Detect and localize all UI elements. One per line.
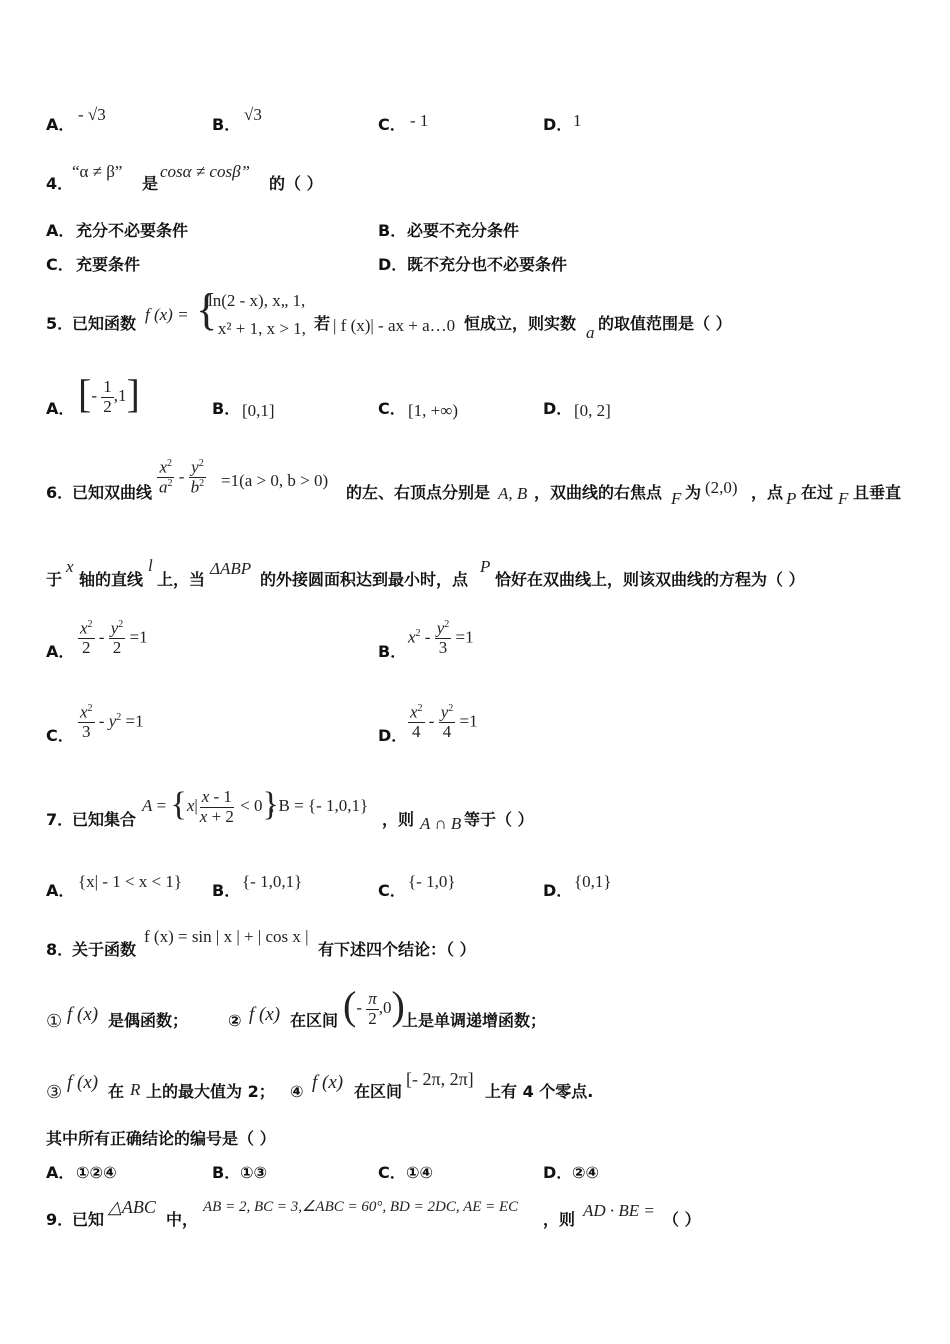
q8-c1-text: 是偶函数；	[108, 1011, 189, 1030]
q8-option-a-text: ①②④	[76, 1163, 117, 1182]
q3-option-d-value: 1	[573, 111, 582, 130]
q8-c3-mark: ③	[46, 1082, 63, 1102]
q8-option-a-label: A．	[46, 1163, 75, 1182]
q4-option-c-label: C．	[46, 255, 74, 274]
q8-c2-mark: ②	[228, 1011, 242, 1030]
q6-text-2: ，双曲线的右焦点	[534, 483, 663, 502]
q6-option-b-value: $x^2$ - $\frac{y^2}{3}$ =1	[408, 618, 474, 658]
q5-option-d-value: [0, 2]	[574, 401, 611, 420]
q8-c3-f: f (x)	[67, 1072, 99, 1093]
q9-text-1: ，则	[543, 1210, 576, 1229]
q8-c4-text-2: 上有 4 个零点.	[485, 1082, 594, 1101]
q6-triangle: ΔABP	[210, 559, 252, 578]
q8-number: 8．	[46, 940, 74, 959]
q8-c4-mark: ④	[290, 1082, 304, 1101]
q8-c1-mark: ①	[46, 1011, 63, 1031]
q7-lead: 已知集合	[72, 810, 137, 829]
q4-option-a-text: 充分不必要条件	[76, 221, 189, 240]
q4-condition-2: cosα ≠ cosβ”	[160, 162, 250, 181]
q4-tail: 的（ ）	[269, 174, 323, 193]
q4-mid-text: 是	[142, 174, 159, 193]
q6-option-c-value: $\frac{x^2}{3}$ - $y^2 =1$	[80, 702, 144, 742]
q8-option-b-text: ①③	[240, 1163, 268, 1182]
q5-option-b-label: B．	[212, 399, 241, 418]
q4-option-d-text: 既不充分也不必要条件	[407, 255, 568, 274]
q7-option-c-label: C．	[378, 881, 406, 900]
q3-option-d-label: D．	[543, 115, 573, 134]
q6-line2-e: 恰好在双曲线上，则该双曲线的方程为（ ）	[495, 570, 805, 589]
q7-option-c-value: {- 1,0}	[408, 872, 456, 891]
q5-fx: f (x) =	[145, 305, 189, 324]
q8-lead: 关于函数	[72, 940, 137, 959]
q9-number: 9．	[46, 1210, 74, 1229]
q5-number: 5．	[46, 314, 74, 333]
q7-option-a-label: A．	[46, 881, 75, 900]
q8-option-d-text: ②④	[572, 1163, 600, 1182]
q5-case-1: ln(2 - x), x„ 1,	[208, 291, 306, 310]
q7-set-b: , B = {- 1,0,1}	[270, 796, 369, 815]
q6-focus-coord: (2,0)	[705, 478, 738, 497]
q3-option-a-label: A．	[46, 115, 75, 134]
q9-conditions: AB = 2, BC = 3,∠ABC = 60°, BD = 2DC, AE = EC	[203, 1199, 519, 1215]
q5-var-a: a	[586, 323, 595, 342]
q4-number: 4．	[46, 174, 74, 193]
q7-text-1: ，则	[382, 810, 415, 829]
q7-option-b-label: B．	[212, 881, 241, 900]
q5-if: 若	[314, 314, 331, 333]
q6-option-a-value: $\frac{x^2}{2}$ - $\frac{y^2}{2}$ =1	[80, 618, 148, 658]
q6-hyperbola-condition: =1(a > 0, b > 0)	[221, 471, 329, 490]
q6-P-2: P	[480, 557, 491, 576]
q9-expression: AD · BE =	[583, 1201, 655, 1220]
q8-option-b-label: B．	[212, 1163, 241, 1182]
q7-number: 7．	[46, 810, 74, 829]
q7-option-d-label: D．	[543, 881, 573, 900]
q8-c2-f: f (x)	[249, 1004, 281, 1025]
q7-option-b-value: {- 1,0,1}	[242, 872, 303, 891]
q4-option-d-label: D．	[378, 255, 408, 274]
q8-c1-f: f (x)	[67, 1004, 99, 1025]
q5-option-a-value: [- $\frac{1}{2}$ ,1]	[78, 371, 140, 416]
q3-option-b-value: √3	[244, 105, 262, 124]
q7-intersection: A ∩ B	[420, 814, 462, 833]
q6-option-a-label: A．	[46, 642, 75, 661]
q6-option-b-label: B．	[378, 642, 407, 661]
q8-option-c-label: C．	[378, 1163, 406, 1182]
q6-hyperbola: $\frac{x^2}{a^2}$ - $\frac{y^2}{b^2}$	[159, 457, 205, 497]
q5-inequality: | f (x)| - ax + a…0	[333, 316, 456, 335]
q3-option-c-value: - 1	[410, 111, 429, 130]
q6-text-5: 在过	[801, 483, 834, 502]
q6-vertices: A, B	[498, 484, 528, 503]
q4-option-b-label: B．	[378, 221, 407, 240]
q4-option-a-label: A．	[46, 221, 75, 240]
q7-set-a: A = {x| $\frac{x - 1}{x + 2}$ < 0}	[142, 786, 279, 826]
q6-focus-F-2: F	[838, 489, 849, 508]
q7-option-d-value: {0,1}	[574, 872, 612, 891]
q9-mid: 中，	[166, 1210, 199, 1229]
q3-option-a-value: - √3	[78, 105, 106, 124]
q8-c4-f: f (x)	[312, 1072, 344, 1093]
q8-c2-text-2: 上是单调递增函数；	[402, 1011, 547, 1030]
q8-c3-R: R	[130, 1080, 141, 1099]
q5-brace: {	[196, 285, 218, 334]
q4-option-b-text: 必要不充分条件	[407, 221, 520, 240]
q8-function: f (x) = sin | x | + | cos x |	[144, 927, 309, 946]
q6-text-1: 的左、右顶点分别是	[346, 483, 491, 502]
q5-option-d-label: D．	[543, 399, 573, 418]
q6-option-c-label: C．	[46, 726, 74, 745]
q3-option-c-label: C．	[378, 115, 406, 134]
q6-text-3: 为	[685, 483, 702, 502]
q9-text-2: （ ）	[663, 1210, 701, 1229]
q6-lead: 已知双曲线	[72, 483, 153, 502]
q6-l: l	[148, 556, 153, 575]
q4-condition-1: “α ≠ β”	[72, 162, 123, 181]
q8-c2-interval: (- $\frac{\pi}{2}$ ,0)	[343, 983, 405, 1028]
q5-case-2: - x² + 1, x > 1,	[208, 319, 306, 338]
q5-lead: 已知函数	[72, 314, 137, 333]
q6-line2-d: 的外接圆面积达到最小时，点	[260, 570, 469, 589]
q8-c4-text-1: 在区间	[354, 1082, 403, 1101]
q8-option-c-text: ①④	[406, 1163, 434, 1182]
q6-line2-c: 上，当	[157, 570, 206, 589]
q6-x: x	[66, 557, 74, 576]
q6-option-d-label: D．	[378, 726, 408, 745]
q5-option-c-label: C．	[378, 399, 406, 418]
q8-c3-text-2: 上的最大值为 2；	[146, 1082, 275, 1101]
q6-line2-a: 于	[46, 570, 63, 589]
q6-text-6: 且垂直	[853, 483, 902, 502]
q8-option-d-label: D．	[543, 1163, 573, 1182]
q6-focus-F: F	[671, 489, 682, 508]
q6-text-4: ，点	[751, 483, 784, 502]
q6-number: 6．	[46, 483, 74, 502]
q9-lead: 已知	[72, 1210, 105, 1229]
q7-option-a-value: {x| - 1 < x < 1}	[78, 872, 183, 891]
q8-c2-text-1: 在区间	[290, 1011, 339, 1030]
q5-text-3: 的取值范围是（ ）	[598, 314, 732, 333]
q5-option-a-label: A．	[46, 399, 75, 418]
q8-summary: 其中所有正确结论的编号是（ ）	[46, 1129, 276, 1148]
q3-option-b-label: B．	[212, 115, 241, 134]
q6-point-P: P	[786, 489, 797, 508]
q5-option-b-value: [0,1]	[242, 401, 275, 420]
q8-c4-interval: [- 2π, 2π]	[406, 1069, 474, 1089]
q8-c3-text-1: 在	[108, 1082, 125, 1101]
q8-text-1: 有下述四个结论：（ ）	[318, 940, 476, 959]
q6-line2-b: 轴的直线	[79, 570, 144, 589]
q6-option-d-value: $\frac{x^2}{4}$ - $\frac{y^2}{4}$ =1	[410, 702, 478, 742]
q9-triangle: △ABC	[108, 1197, 156, 1217]
q5-option-c-value: [1, +∞)	[408, 401, 459, 420]
q5-text-2: 恒成立，则实数	[464, 314, 577, 333]
q7-text-2: 等于（ ）	[464, 810, 534, 829]
q4-option-c-text: 充要条件	[76, 255, 141, 274]
